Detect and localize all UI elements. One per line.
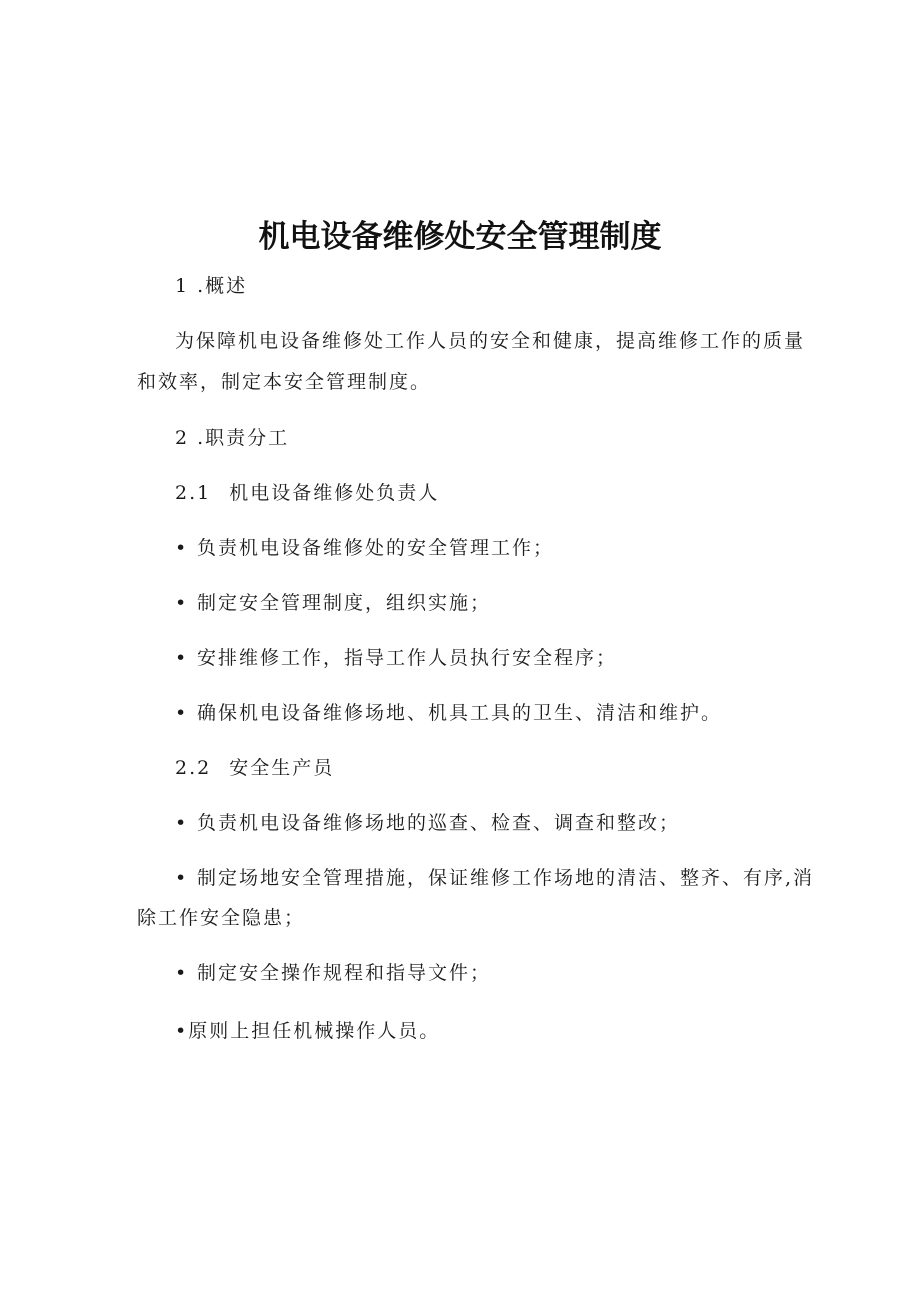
- subsection-2-1-title: 机电设备维修处负责人: [229, 482, 440, 504]
- subsection-2-2-title: 安全生产员: [229, 757, 335, 779]
- bullet-icon: •: [175, 702, 189, 724]
- list-item-text: 原则上担任机械操作人员。: [188, 1020, 441, 1042]
- document-title: 机电设备维修处安全管理制度: [258, 219, 662, 255]
- section-1-paragraph-line-2: 和效率，制定本安全管理制度。: [137, 371, 432, 393]
- bullet-icon: •: [175, 812, 189, 834]
- list-item: [175, 1017, 440, 1045]
- list-item: [175, 644, 617, 672]
- list-item: [175, 809, 680, 837]
- list-item-continuation: 除工作安全隐患；: [137, 907, 306, 929]
- list-item: [175, 589, 491, 617]
- bullet-icon: •: [175, 537, 189, 559]
- subsection-2-2-number: 2.2: [175, 757, 212, 779]
- bullet-icon: •: [175, 867, 189, 889]
- list-item: [175, 534, 554, 562]
- section-1-paragraph-line-1: 为保障机电设备维修处工作人员的安全和健康，提高维修工作的质量: [175, 330, 806, 352]
- list-item: [175, 864, 814, 892]
- section-1-heading: 1 .概述: [175, 275, 248, 297]
- list-item-text: 安排维修工作，指导工作人员执行安全程序；: [197, 647, 618, 669]
- subsection-2-1-heading: [175, 479, 439, 507]
- subsection-2-2-heading: [175, 754, 334, 782]
- list-item-text: 制定场地安全管理措施，保证维修工作场地的清洁、整齐、有序,消: [197, 867, 815, 889]
- list-item-text: 确保机电设备维修场地、机具工具的卫生、清洁和维护。: [197, 702, 723, 724]
- list-item: [175, 699, 722, 727]
- bullet-icon: •: [175, 962, 189, 984]
- list-item: [175, 959, 491, 987]
- bullet-icon: •: [175, 1020, 189, 1042]
- subsection-2-1-number: 2.1: [175, 482, 212, 504]
- list-item-text: 制定安全操作规程和指导文件；: [197, 962, 492, 984]
- list-item-text: 负责机电设备维修场地的巡查、检查、调查和整改；: [197, 812, 681, 834]
- section-2-heading: 2 .职责分工: [175, 427, 290, 449]
- bullet-icon: •: [175, 592, 189, 614]
- list-item-text: 制定安全管理制度，组织实施；: [197, 592, 492, 614]
- list-item-text: 负责机电设备维修处的安全管理工作；: [197, 537, 555, 559]
- bullet-icon: •: [175, 647, 189, 669]
